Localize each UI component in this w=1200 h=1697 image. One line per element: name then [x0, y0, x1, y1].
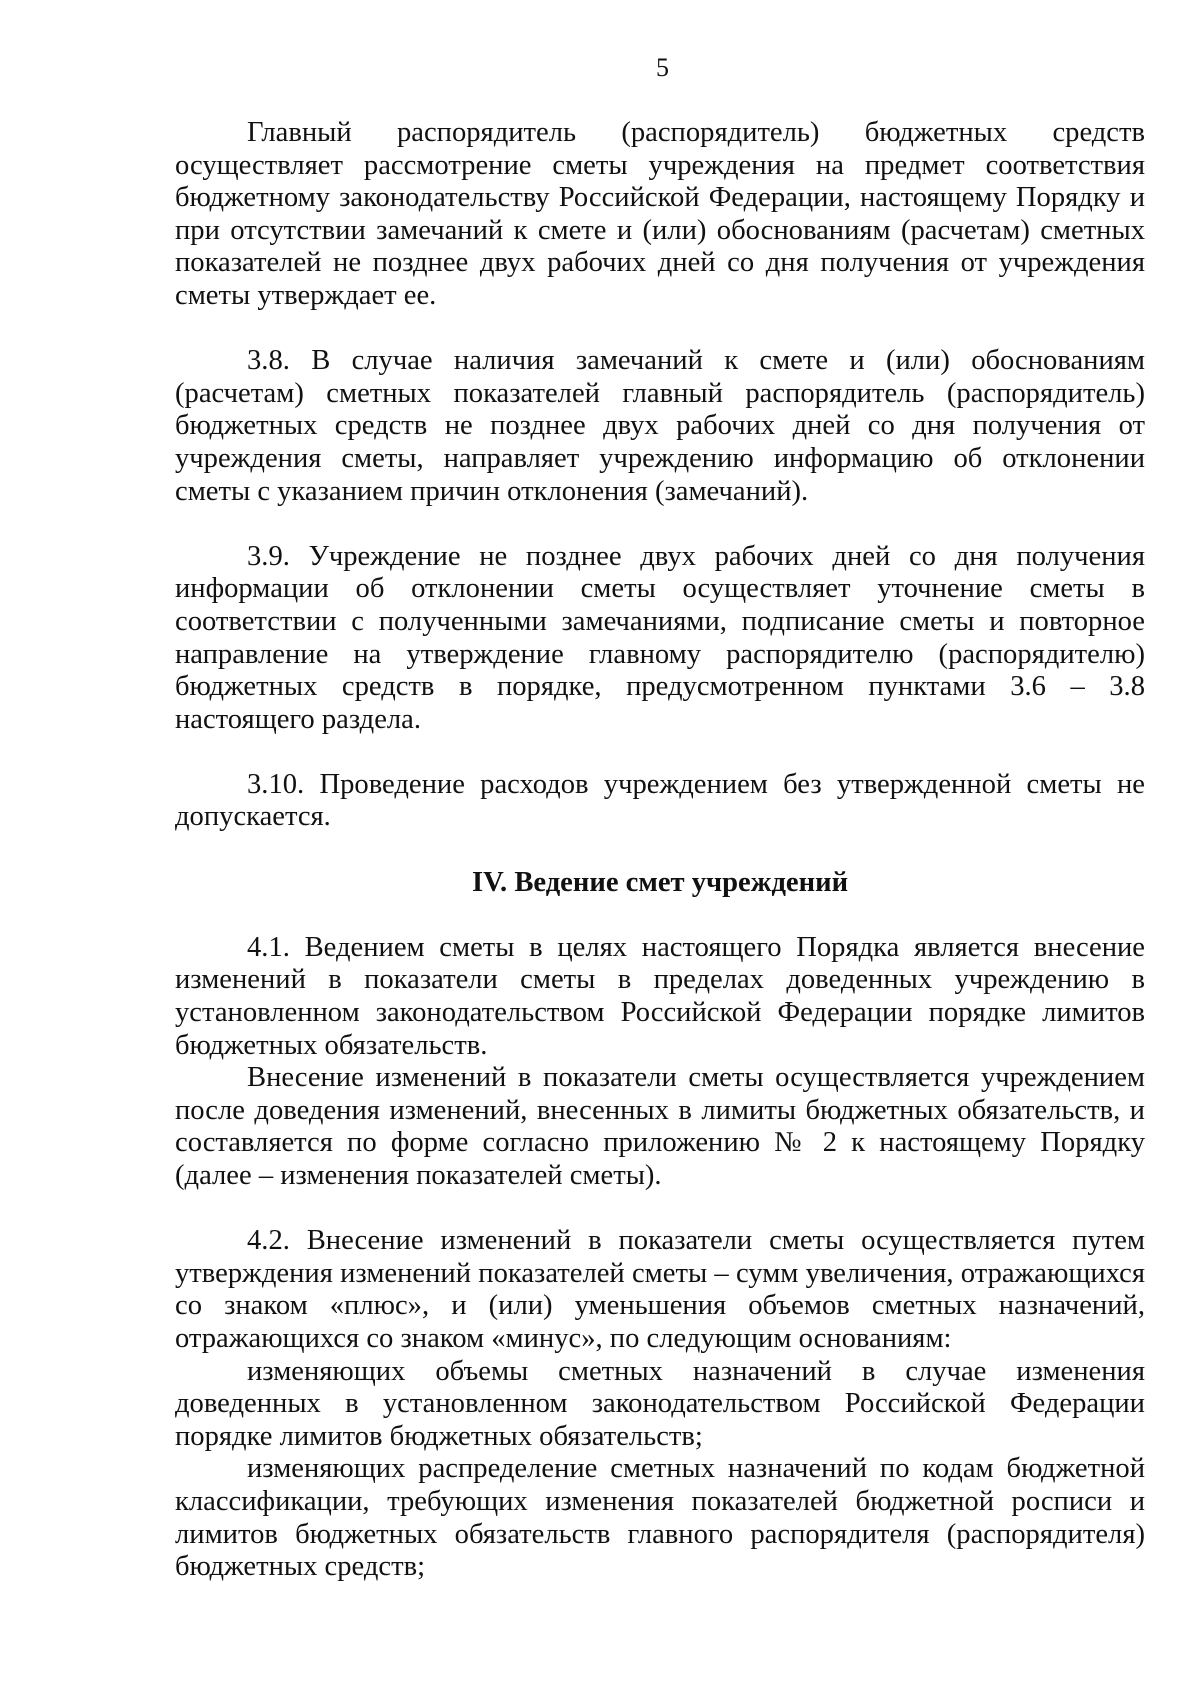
list-item-distribution-changes: изменяющих распределение сметных назначений по кодам бюджетной классификации, требующих изменения показателей бюджетной росписи и лимитов бюджетных обязательств главного распорядителя (распорядителя) бюджетных средств;: [175, 1453, 1145, 1583]
list-item-volume-changes: изменяющих объемы сметных назначений в случае изменения доведенных в установленном законодательством Российской Федерации порядке лимитов бюджетных обязательств;: [175, 1355, 1145, 1452]
paragraph-4-2: 4.2. Внесение изменений в показатели сметы осуществляется путем утверждения изменений показателей сметы – сумм увеличения, отражающихся со знаком «плюс», и (или) уменьшения объемов сметных назначений, отражающихся со знаком «минус», по следующим основаниям:: [175, 1225, 1145, 1354]
paragraph-3-8: 3.8. В случае наличия замечаний к смете и (или) обоснованиям (расчетам) сметных показателей главный распорядитель (распорядитель) бюджетных средств не позднее двух рабочих дней со дня получения от учреждения сметы, направляет учреждению информацию об отклонении сметы с указанием причин отклонения (замечаний).: [175, 345, 1145, 507]
page-number: 5: [656, 53, 669, 82]
paragraph-3-9: 3.9. Учреждение не позднее двух рабочих дней со дня получения информации об отклонении сметы осуществляет уточнение сметы в соответствии с полученными замечаниями, подписание сметы и повторное направление на утверждение главному распорядителю (распорядителю) бюджетных средств в порядке, предусмотренном пунктами 3.6 – 3.8 настоящего раздела.: [175, 540, 1145, 735]
document-body: [175, 117, 1145, 1584]
paragraph-4-1: 4.1. Ведением сметы в целях настоящего Порядка является внесение изменений в показатели сметы в пределах доведенных учреждению в установленном законодательством Российской Федерации порядке лимитов бюджетных обязательств.: [175, 931, 1145, 1061]
paragraph-3-10: 3.10. Проведение расходов учреждением без утвержденной сметы не допускается.: [175, 768, 1145, 833]
paragraph-changes-form: Внесение изменений в показатели сметы осуществляется учреждением после доведения изменений, внесенных в лимиты бюджетных обязательств, и составляется по форме согласно приложению № 2 к настоящему Порядку (далее – изменения показателей сметы).: [175, 1062, 1145, 1191]
paragraph-approval: Главный распорядитель (распорядитель) бюджетных средств осуществляет рассмотрение сметы учреждения на предмет соответствия бюджетному законодательству Российской Федерации, настоящему Порядку и при отсутствии замечаний к смете и (или) обоснованиям (расчетам) сметных показателей не позднее двух рабочих дней со дня получения от учреждения сметы утверждает ее.: [175, 117, 1145, 311]
section-heading: IV. Ведение смет учреждений: [471, 866, 849, 898]
